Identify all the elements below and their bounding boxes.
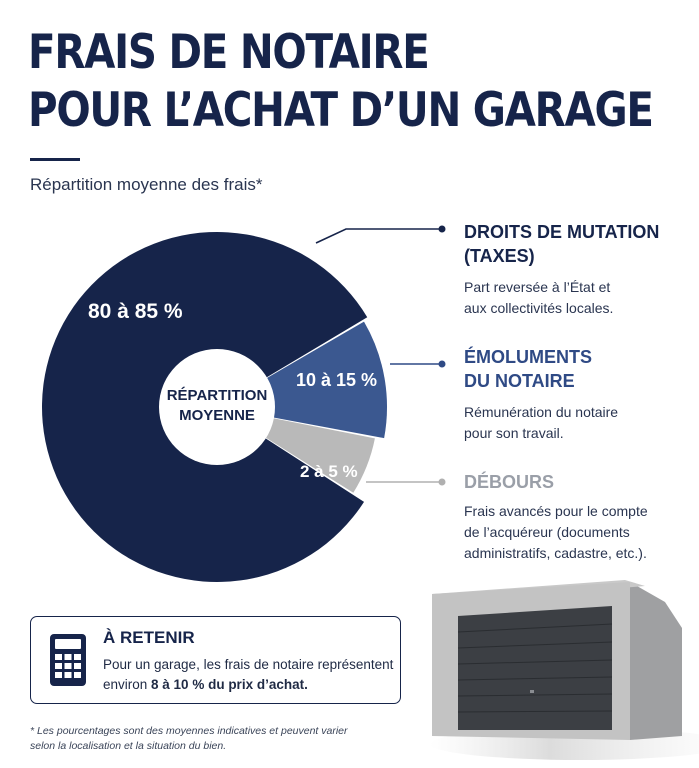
donut-center-label bbox=[158, 386, 276, 426]
legend-droits-de-mutation bbox=[464, 220, 694, 319]
garage-illustration bbox=[420, 572, 699, 768]
legend-description bbox=[464, 501, 694, 564]
legend-heading bbox=[464, 345, 694, 393]
legend-heading bbox=[464, 220, 694, 268]
footnote-line-1: * Les pourcentages sont des moyennes indicatives et peuvent varier bbox=[30, 725, 348, 737]
legend-desc-line-1: Frais avancés pour le compte bbox=[464, 503, 648, 519]
leader-dot-droits bbox=[439, 226, 446, 233]
legend-heading-line-1: DROITS DE MUTATION bbox=[464, 222, 660, 242]
takeaway-text bbox=[103, 655, 395, 695]
legend-desc-line-2: aux collectivités locales. bbox=[464, 300, 614, 316]
legend-desc-line-2: de l’acquéreur (documents bbox=[464, 524, 630, 540]
takeaway-title: À RETENIR bbox=[103, 628, 195, 647]
leader-dot-emoluments bbox=[439, 361, 446, 368]
leader-dot-debours bbox=[439, 479, 446, 486]
footnote-line-2: selon la localisation et la situation du bien. bbox=[30, 740, 227, 752]
slice-label-debours: 2 à 5 % bbox=[300, 462, 358, 481]
takeaway-text-plain: Pour un garage, les frais de notaire représentent environ bbox=[103, 657, 394, 692]
legend-desc-line-2: pour son travail. bbox=[464, 425, 564, 441]
legend-description bbox=[464, 277, 694, 319]
footnote bbox=[30, 724, 360, 754]
subtitle: Répartition moyenne des frais* bbox=[30, 175, 263, 194]
legend-debours bbox=[464, 470, 694, 564]
center-label-line-2: MOYENNE bbox=[179, 407, 255, 424]
legend-heading-line-1: ÉMOLUMENTS bbox=[464, 347, 592, 367]
takeaway-text-bold: 8 à 10 % du prix d’achat bbox=[151, 677, 305, 692]
legend-heading bbox=[464, 470, 694, 494]
takeaway-text-end: . bbox=[304, 677, 308, 692]
slice-label-emoluments: 10 à 15 % bbox=[296, 370, 378, 390]
legend-heading-line-1: DÉBOURS bbox=[464, 472, 555, 492]
slice-label-droits: 80 à 85 % bbox=[88, 300, 183, 323]
calculator-icon bbox=[49, 633, 87, 687]
legend-desc-line-1: Part reversée à l’État et bbox=[464, 279, 611, 295]
legend-heading-line-2: (TAXES) bbox=[464, 246, 535, 266]
legend-desc-line-3: administratifs, cadastre, etc.). bbox=[464, 545, 647, 561]
legend-emoluments bbox=[464, 345, 694, 444]
legend-desc-line-1: Rémunération du notaire bbox=[464, 404, 619, 420]
center-label-line-1: RÉPARTITION bbox=[166, 387, 268, 404]
key-takeaway-box bbox=[30, 616, 401, 704]
title-line-1: FRAIS DE NOTAIRE bbox=[28, 25, 429, 80]
title-line-2: POUR L’ACHAT D’UN GARAGE bbox=[28, 83, 653, 138]
legend-description bbox=[464, 402, 694, 444]
legend-heading-line-2: DU NOTAIRE bbox=[464, 371, 575, 391]
leader-line-droits bbox=[316, 229, 440, 243]
